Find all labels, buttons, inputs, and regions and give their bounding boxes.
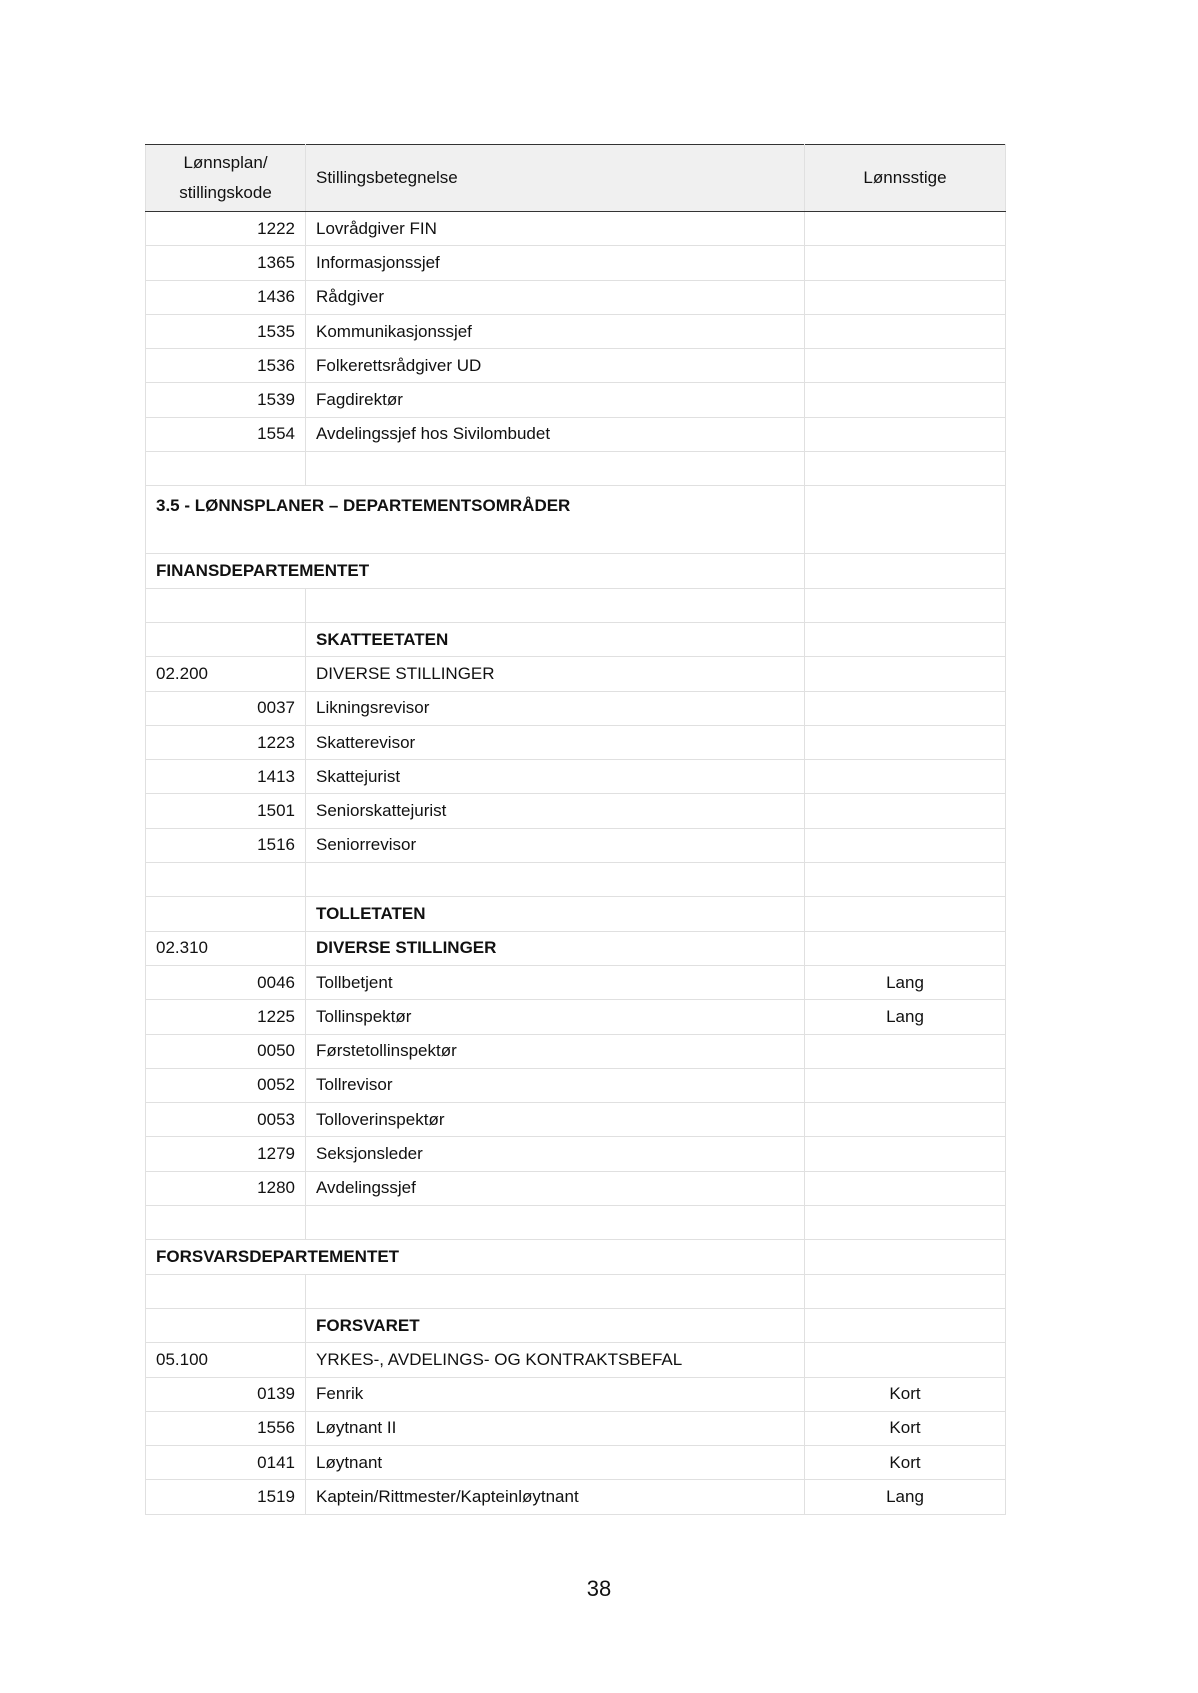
empty-cell — [146, 1274, 306, 1308]
table-row — [146, 1034, 1006, 1068]
table-row — [146, 1171, 1006, 1205]
position-title: Kommunikasjonssjef — [306, 314, 805, 348]
position-code: 0139 — [146, 1377, 306, 1411]
salary-ladder — [805, 657, 1006, 691]
salary-ladder — [805, 794, 1006, 828]
position-title: DIVERSE STILLINGER — [306, 657, 805, 691]
empty-cell — [805, 588, 1006, 622]
position-title: Førstetollinspektør — [306, 1034, 805, 1068]
position-code: 0052 — [146, 1068, 306, 1102]
salary-ladder — [805, 212, 1006, 246]
salary-ladder — [805, 1308, 1006, 1342]
table-row — [146, 1068, 1006, 1102]
empty-cell — [805, 1240, 1006, 1274]
position-code: 0037 — [146, 691, 306, 725]
salary-ladder — [805, 383, 1006, 417]
empty-cell — [805, 486, 1006, 554]
position-title: Tollbetjent — [306, 965, 805, 999]
table-row — [146, 725, 1006, 759]
position-code: 1436 — [146, 280, 306, 314]
position-title: FORSVARET — [306, 1308, 805, 1342]
table-row — [146, 417, 1006, 451]
table-row — [146, 760, 1006, 794]
table-row — [146, 794, 1006, 828]
section-row — [146, 554, 1006, 588]
salary-ladder — [805, 1343, 1006, 1377]
position-title: Lovrådgiver FIN — [306, 212, 805, 246]
position-title: Skattejurist — [306, 760, 805, 794]
table-row — [146, 1480, 1006, 1514]
position-title: Tollinspektør — [306, 1000, 805, 1034]
table-row — [146, 965, 1006, 999]
header-code-line1: Lønnsplan/ — [183, 153, 268, 172]
blank-row — [146, 1274, 1006, 1308]
table-row — [146, 657, 1006, 691]
position-title: Fenrik — [306, 1377, 805, 1411]
table-row — [146, 1000, 1006, 1034]
empty-cell — [306, 1206, 805, 1240]
table-row — [146, 349, 1006, 383]
plan-code: 02.310 — [146, 931, 306, 965]
table-row — [146, 246, 1006, 280]
position-title: YRKES-, AVDELINGS- OG KONTRAKTSBEFAL — [306, 1343, 805, 1377]
table-row — [146, 383, 1006, 417]
position-code: 1413 — [146, 760, 306, 794]
empty-cell — [805, 863, 1006, 897]
salary-ladder: Lang — [805, 1000, 1006, 1034]
position-title: Likningsrevisor — [306, 691, 805, 725]
empty-cell — [146, 1206, 306, 1240]
table-row — [146, 622, 1006, 656]
empty-cell — [146, 588, 306, 622]
salary-ladder — [805, 897, 1006, 931]
position-title: Fagdirektør — [306, 383, 805, 417]
empty-cell — [805, 554, 1006, 588]
empty-cell — [805, 1274, 1006, 1308]
salary-ladder — [805, 1068, 1006, 1102]
table-row — [146, 212, 1006, 246]
table-body — [146, 212, 1006, 1515]
position-code: 1535 — [146, 314, 306, 348]
empty-cell — [146, 452, 306, 486]
position-code: 1222 — [146, 212, 306, 246]
position-code: 1279 — [146, 1137, 306, 1171]
empty-cell — [306, 588, 805, 622]
position-title: Avdelingssjef — [306, 1171, 805, 1205]
header-ladder: Lønnsstige — [805, 145, 1006, 212]
blank-row — [146, 588, 1006, 622]
salary-ladder — [805, 828, 1006, 862]
salary-table — [145, 144, 1006, 1515]
salary-ladder — [805, 417, 1006, 451]
position-code: 1556 — [146, 1411, 306, 1445]
position-title: SKATTEETATEN — [306, 622, 805, 656]
blank-row — [146, 863, 1006, 897]
plan-code: 05.100 — [146, 1343, 306, 1377]
table-row — [146, 897, 1006, 931]
position-title: Skatterevisor — [306, 725, 805, 759]
salary-ladder — [805, 691, 1006, 725]
section-heading: FORSVARSDEPARTEMENTET — [146, 1240, 805, 1274]
salary-ladder: Lang — [805, 965, 1006, 999]
table-row — [146, 1446, 1006, 1480]
empty-cell — [306, 452, 805, 486]
section-heading: 3.5 - LØNNSPLANER – DEPARTEMENTSOMRÅDER — [146, 486, 805, 554]
empty-cell — [805, 1206, 1006, 1240]
salary-ladder — [805, 1171, 1006, 1205]
salary-ladder — [805, 1034, 1006, 1068]
table-row — [146, 1308, 1006, 1342]
position-title: TOLLETATEN — [306, 897, 805, 931]
empty-cell — [306, 1274, 805, 1308]
salary-ladder — [805, 760, 1006, 794]
position-code: 1554 — [146, 417, 306, 451]
position-code: 1536 — [146, 349, 306, 383]
position-title: Rådgiver — [306, 280, 805, 314]
salary-ladder — [805, 1103, 1006, 1137]
position-code: 1539 — [146, 383, 306, 417]
position-code: 1519 — [146, 1480, 306, 1514]
salary-ladder — [805, 1137, 1006, 1171]
position-title: Avdelingssjef hos Sivilombudet — [306, 417, 805, 451]
table-row — [146, 1377, 1006, 1411]
position-code: 1516 — [146, 828, 306, 862]
salary-ladder: Kort — [805, 1411, 1006, 1445]
header-code — [146, 145, 306, 212]
salary-ladder — [805, 349, 1006, 383]
position-code: 0050 — [146, 1034, 306, 1068]
position-title: Løytnant II — [306, 1411, 805, 1445]
position-code: 1225 — [146, 1000, 306, 1034]
position-code: 0141 — [146, 1446, 306, 1480]
salary-ladder: Lang — [805, 1480, 1006, 1514]
section-heading: FINANSDEPARTEMENTET — [146, 554, 805, 588]
salary-ladder — [805, 280, 1006, 314]
position-title: Tollrevisor — [306, 1068, 805, 1102]
position-title: Folkerettsrådgiver UD — [306, 349, 805, 383]
table-row — [146, 828, 1006, 862]
empty-cell — [146, 863, 306, 897]
table-header — [146, 145, 1006, 212]
salary-ladder — [805, 725, 1006, 759]
table-row — [146, 280, 1006, 314]
position-code — [146, 622, 306, 656]
table-row — [146, 1411, 1006, 1445]
plan-code: 02.200 — [146, 657, 306, 691]
position-title: Seniorskattejurist — [306, 794, 805, 828]
position-title: DIVERSE STILLINGER — [306, 931, 805, 965]
salary-ladder — [805, 314, 1006, 348]
salary-ladder — [805, 246, 1006, 280]
salary-ladder — [805, 622, 1006, 656]
position-title: Seniorrevisor — [306, 828, 805, 862]
position-code: 1365 — [146, 246, 306, 280]
table-row — [146, 1343, 1006, 1377]
position-code: 0053 — [146, 1103, 306, 1137]
position-code: 1223 — [146, 725, 306, 759]
table-row — [146, 691, 1006, 725]
position-title: Seksjonsleder — [306, 1137, 805, 1171]
empty-cell — [805, 452, 1006, 486]
header-row — [146, 145, 1006, 212]
blank-row — [146, 1206, 1006, 1240]
salary-ladder: Kort — [805, 1446, 1006, 1480]
position-title: Informasjonssjef — [306, 246, 805, 280]
table-row — [146, 931, 1006, 965]
position-code: 1501 — [146, 794, 306, 828]
page-number: 38 — [586, 1576, 612, 1601]
position-title: Løytnant — [306, 1446, 805, 1480]
position-title: Kaptein/Rittmester/Kapteinløytnant — [306, 1480, 805, 1514]
salary-ladder: Kort — [805, 1377, 1006, 1411]
salary-ladder — [805, 931, 1006, 965]
table-row — [146, 314, 1006, 348]
position-code — [146, 897, 306, 931]
empty-cell — [306, 863, 805, 897]
table-row — [146, 1137, 1006, 1171]
position-code — [146, 1308, 306, 1342]
section-row — [146, 486, 1006, 554]
position-code: 1280 — [146, 1171, 306, 1205]
position-code: 0046 — [146, 965, 306, 999]
table-row — [146, 1103, 1006, 1137]
header-title: Stillingsbetegnelse — [306, 145, 805, 212]
position-title: Tolloverinspektør — [306, 1103, 805, 1137]
blank-row — [146, 452, 1006, 486]
header-code-line2: stillingskode — [179, 183, 272, 202]
section-row — [146, 1240, 1006, 1274]
